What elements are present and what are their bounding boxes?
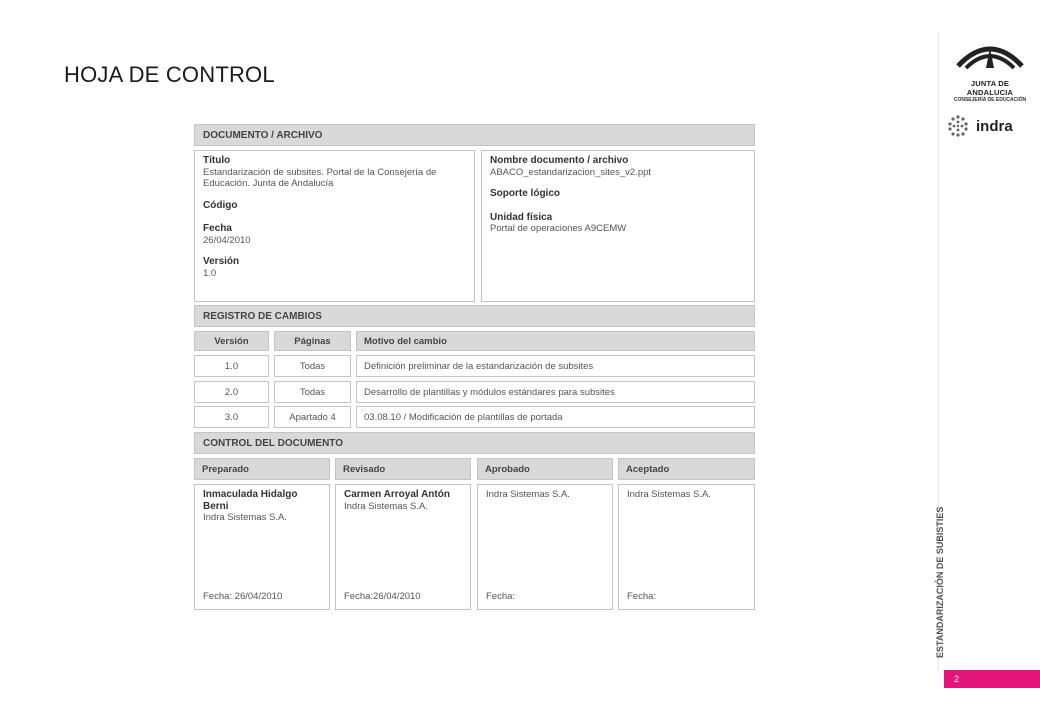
registro-cell-paginas: Todas bbox=[274, 381, 351, 403]
unidad-value: Portal de operaciones A9CEMW bbox=[490, 223, 627, 234]
nombre-value: ABACO_estandarizacion_sites_v2.ppt bbox=[490, 166, 652, 178]
registro-header: REGISTRO DE CAMBIOS bbox=[194, 305, 755, 327]
registro-cell-version: 1.0 bbox=[194, 355, 269, 377]
revisado-name: Carmen Arroyal Antón bbox=[344, 489, 450, 500]
aprobado-fecha: Fecha: bbox=[486, 590, 516, 602]
junta-line2: CONSEJERÍA DE EDUCACIÓN bbox=[953, 97, 1027, 103]
control-col-aprobado: Aprobado bbox=[477, 458, 613, 480]
indra-wordmark: indra bbox=[976, 117, 1013, 135]
registro-cell-motivo: 03.08.10 / Modificación de plantillas de portada bbox=[356, 406, 755, 428]
preparado-name: Inmaculada Hidalgo Berni bbox=[203, 489, 298, 512]
page-title: HOJA DE CONTROL bbox=[64, 62, 275, 87]
registro-cell-paginas: Apartado 4 bbox=[274, 406, 351, 428]
documento-right-box bbox=[481, 150, 755, 302]
fecha-label: Fecha bbox=[203, 223, 232, 234]
nombre-label: Nombre documento / archivo bbox=[490, 155, 629, 166]
titulo-label: Título bbox=[203, 155, 231, 166]
control-revisado-box bbox=[335, 484, 471, 610]
documento-header: DOCUMENTO / ARCHIVO bbox=[194, 124, 755, 146]
control-aprobado-box bbox=[477, 484, 613, 610]
preparado-fecha: Fecha: 26/04/2010 bbox=[203, 590, 283, 602]
registro-cell-paginas: Todas bbox=[274, 355, 351, 377]
indra-logo bbox=[946, 114, 1036, 138]
indra-dots-icon bbox=[946, 114, 970, 138]
control-preparado-box bbox=[194, 484, 330, 610]
page-number: 2 bbox=[954, 674, 960, 684]
junta-emblem-icon bbox=[950, 34, 1030, 74]
unidad-label: Unidad física bbox=[490, 211, 553, 223]
titulo-value: Estandarización de subsites. Portal de la Consejería de Educación. Junta de Andalucía bbox=[203, 166, 437, 189]
aceptado-company: Indra Sistemas S.A. bbox=[627, 489, 711, 500]
soporte-label: Soporte lógico bbox=[490, 188, 560, 199]
aprobado-company: Indra Sistemas S.A. bbox=[486, 489, 570, 500]
fecha-value: 26/04/2010 bbox=[203, 234, 251, 246]
version-value: 1.0 bbox=[203, 267, 217, 279]
junta-line1: JUNTA DE ANDALUCIA bbox=[966, 79, 1014, 97]
aceptado-fecha: Fecha: bbox=[627, 590, 657, 602]
registro-cell-motivo: Definición preliminar de la estandarización de subsites bbox=[356, 355, 755, 377]
codigo-label: Código bbox=[203, 199, 238, 211]
control-col-aceptado: Aceptado bbox=[618, 458, 755, 480]
registro-col-version: Versión bbox=[194, 331, 269, 351]
version-label: Versión bbox=[203, 256, 240, 267]
registro-cell-motivo: Desarrollo de plantillas y módulos estándares para subsites bbox=[356, 381, 755, 403]
control-col-revisado: Revisado bbox=[335, 458, 471, 480]
junta-logo bbox=[950, 34, 1030, 103]
registro-cell-version: 3.0 bbox=[194, 406, 269, 428]
registro-col-motivo: Motivo del cambio bbox=[356, 331, 755, 351]
control-col-preparado: Preparado bbox=[194, 458, 330, 480]
revisado-company: Indra Sistemas S.A. bbox=[344, 500, 428, 512]
control-header: CONTROL DEL DOCUMENTO bbox=[194, 432, 755, 454]
preparado-company: Indra Sistemas S.A. bbox=[203, 512, 287, 523]
documento-left-box bbox=[194, 150, 475, 302]
revisado-fecha: Fecha:26/04/2010 bbox=[344, 590, 421, 602]
sidebar-vertical-text: ESTANDARIZACIÓN DE SUBISTIES bbox=[935, 506, 945, 658]
registro-cell-version: 2.0 bbox=[194, 381, 269, 403]
page-number-badge bbox=[944, 670, 1040, 688]
registro-col-paginas: Páginas bbox=[274, 331, 351, 351]
control-aceptado-box bbox=[618, 484, 755, 610]
